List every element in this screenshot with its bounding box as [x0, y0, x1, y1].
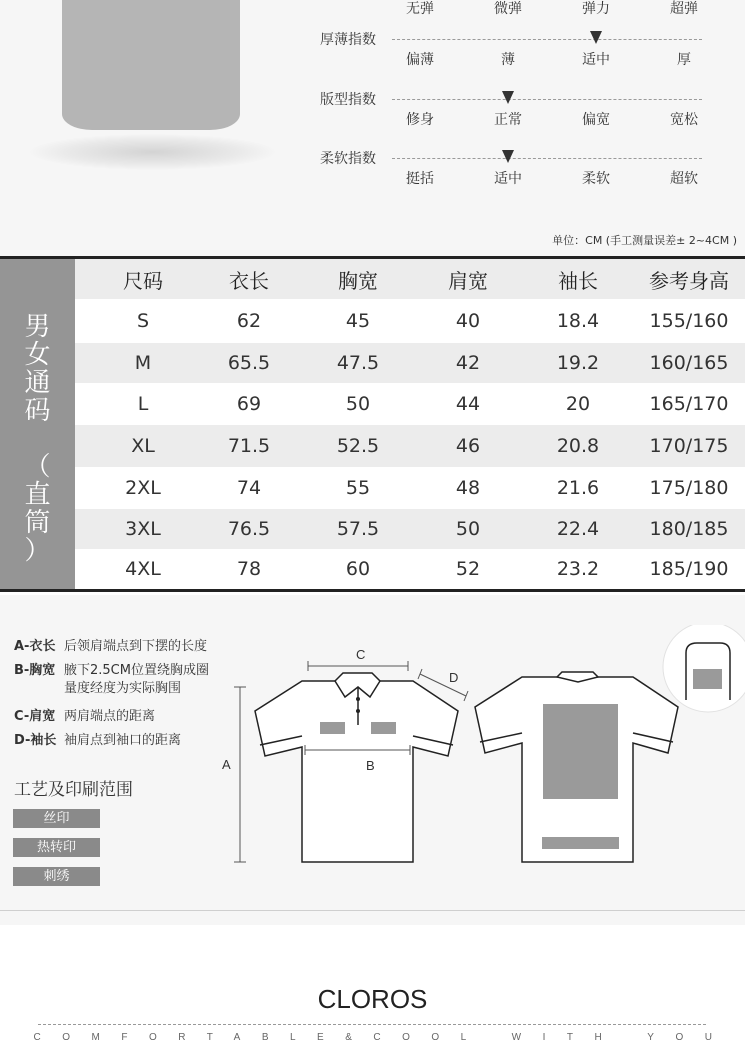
table-row: [75, 549, 745, 589]
index-marker: [590, 31, 602, 44]
table-cell: 50: [345, 393, 371, 415]
table-row: [75, 343, 745, 383]
dimension-b-label: B: [366, 758, 375, 773]
table-cell: 60: [345, 558, 371, 580]
legend-item-shoulder: [14, 708, 156, 726]
legend-key: A-衣长: [14, 639, 56, 654]
table-cell: 参考身高: [649, 268, 729, 293]
print-area-left-chest: [320, 722, 345, 734]
table-cell: 袖长: [558, 268, 598, 293]
table-cell: S: [136, 310, 150, 332]
fabric-index-section: [0, 0, 745, 256]
index-option: 宽松: [670, 112, 698, 128]
craft-title: 工艺及印刷范围: [14, 780, 133, 800]
table-cell: 47.5: [336, 352, 380, 374]
table-cell: 21.6: [556, 477, 600, 499]
index-option: 超弹: [670, 1, 698, 17]
table-cell: 胸宽: [338, 268, 378, 293]
table-row: [75, 509, 745, 549]
table-cell: 肩宽: [448, 268, 488, 293]
side-label-char: （: [24, 452, 51, 482]
dimension-c: [308, 661, 408, 671]
table-cell: 23.2: [556, 558, 600, 580]
craft-button-heat-transfer[interactable]: 热转印: [13, 838, 100, 857]
shirt-shadow: [30, 134, 275, 170]
button-dot: [356, 697, 360, 701]
index-label: 版型指数: [320, 92, 376, 108]
table-cell: 22.4: [556, 518, 600, 540]
index-option: 柔软: [582, 171, 610, 187]
table-cell: 52.5: [336, 435, 380, 457]
button-dot: [356, 709, 360, 713]
side-label-char: 筒: [24, 508, 51, 538]
craft-button-embroidery[interactable]: 刺绣: [13, 867, 100, 886]
index-row: [320, 148, 710, 187]
index-option: 偏宽: [582, 112, 610, 128]
print-area-back: [543, 704, 618, 799]
side-label-char: 女: [24, 340, 51, 370]
table-cell: 71.5: [227, 435, 271, 457]
brand-divider: [38, 1024, 706, 1025]
table-cell: 衣长: [229, 268, 269, 293]
table-cell: 18.4: [556, 310, 600, 332]
table-cell: 78: [236, 558, 262, 580]
size-table-side-label: [0, 259, 75, 589]
brand-logo: CLOROS: [317, 984, 428, 1014]
dimension-d-label: D: [449, 670, 459, 685]
index-option: 薄: [501, 52, 515, 68]
table-cell: 74: [236, 477, 262, 499]
print-area-back-hem: [542, 837, 619, 849]
table-cell: 4XL: [125, 558, 161, 580]
unit-note: 单位：CM (手工测量误差± 2~4CM ): [552, 234, 737, 247]
index-label: 柔软指数: [320, 151, 376, 167]
shirt-image: [62, 0, 240, 130]
section-divider: [0, 910, 745, 911]
legend-key: C-肩宽: [14, 709, 56, 724]
legend-key: D-袖长: [14, 733, 57, 748]
legend-desc: 袖肩点到袖口的距离: [64, 733, 182, 748]
side-label-char: ）: [24, 536, 51, 566]
table-cell: 55: [345, 477, 371, 499]
size-table: [0, 256, 745, 592]
table-row: [75, 425, 745, 467]
table-cell: 52: [455, 558, 481, 580]
table-cell: 48: [455, 477, 481, 499]
index-option: 正常: [494, 112, 522, 128]
table-cell: 20.8: [556, 435, 600, 457]
table-cell: 76.5: [227, 518, 271, 540]
table-cell: 69: [236, 393, 262, 415]
table-cell: 45: [345, 310, 371, 332]
index-row: [320, 89, 710, 128]
polo-front: [255, 673, 458, 862]
index-option: 无弹: [406, 1, 434, 17]
index-row: [320, 0, 710, 17]
side-label-char: 码: [24, 396, 51, 426]
index-option: 适中: [494, 171, 522, 187]
measurement-section: [0, 595, 745, 925]
table-cell: 3XL: [125, 518, 161, 540]
side-label-char: 通: [24, 368, 51, 398]
table-cell: 62: [236, 310, 262, 332]
table-cell: 180/185: [649, 518, 729, 540]
legend-desc: 两肩端点的距离: [64, 709, 156, 724]
index-option: 厚: [677, 52, 691, 68]
dimension-a: [234, 687, 246, 862]
table-cell: 19.2: [556, 352, 600, 374]
index-scale-line: [392, 158, 702, 159]
index-label: 厚薄指数: [320, 32, 376, 48]
index-option: 适中: [582, 52, 610, 68]
table-cell: 40: [455, 310, 481, 332]
table-cell: 44: [455, 393, 481, 415]
table-cell: 175/180: [649, 477, 729, 499]
legend-key: B-胸宽: [14, 663, 56, 678]
legend-item-sleeve: [14, 732, 182, 750]
table-header-row: [75, 259, 745, 299]
table-cell: 46: [455, 435, 481, 457]
table-cell: 20: [565, 393, 591, 415]
table-cell: 50: [455, 518, 481, 540]
table-cell: 160/165: [649, 352, 729, 374]
brand-tagline: COMFORTABLE&COOL WITH YOU: [33, 1032, 734, 1043]
legend-item-length: [14, 638, 208, 656]
table-cell: 165/170: [649, 393, 729, 415]
table-row: [75, 467, 745, 509]
index-scale-line: [392, 39, 702, 40]
index-option: 偏薄: [406, 52, 434, 68]
table-cell: L: [137, 393, 149, 415]
index-row: [320, 29, 710, 68]
side-label-char: 男: [24, 312, 51, 342]
table-row: [75, 299, 745, 343]
side-label-char: 直: [24, 480, 51, 510]
index-scale-line: [392, 99, 702, 100]
index-option: 超软: [670, 171, 698, 187]
table-cell: 170/175: [649, 435, 729, 457]
table-cell: 42: [455, 352, 481, 374]
index-option: 修身: [406, 112, 434, 128]
legend-item-chest: [14, 662, 209, 696]
table-cell: 155/160: [649, 310, 729, 332]
print-area-right-chest: [371, 722, 396, 734]
table-cell: 185/190: [649, 558, 729, 580]
index-marker: [502, 150, 514, 163]
polo-measurement-diagram: [220, 625, 745, 875]
table-cell: XL: [131, 435, 155, 457]
dimension-a-label: A: [222, 757, 231, 772]
legend-desc: 腋下2.5CM位置绕胸成圈量度经度为实际胸围: [64, 663, 209, 696]
index-option: 挺括: [406, 171, 434, 187]
collar-detail: [663, 625, 745, 712]
table-cell: 57.5: [336, 518, 380, 540]
table-cell: 65.5: [227, 352, 271, 374]
index-option: 弹力: [582, 1, 610, 17]
legend-desc: 后领肩端点到下摆的长度: [64, 639, 208, 654]
index-option: 微弹: [494, 1, 522, 17]
craft-button-silkscreen[interactable]: 丝印: [13, 809, 100, 828]
dimension-c-label: C: [356, 647, 366, 662]
table-row: [75, 383, 745, 425]
table-cell: 尺码: [123, 268, 163, 293]
index-marker: [502, 91, 514, 104]
table-cell: M: [134, 352, 152, 374]
table-cell: 2XL: [125, 477, 161, 499]
